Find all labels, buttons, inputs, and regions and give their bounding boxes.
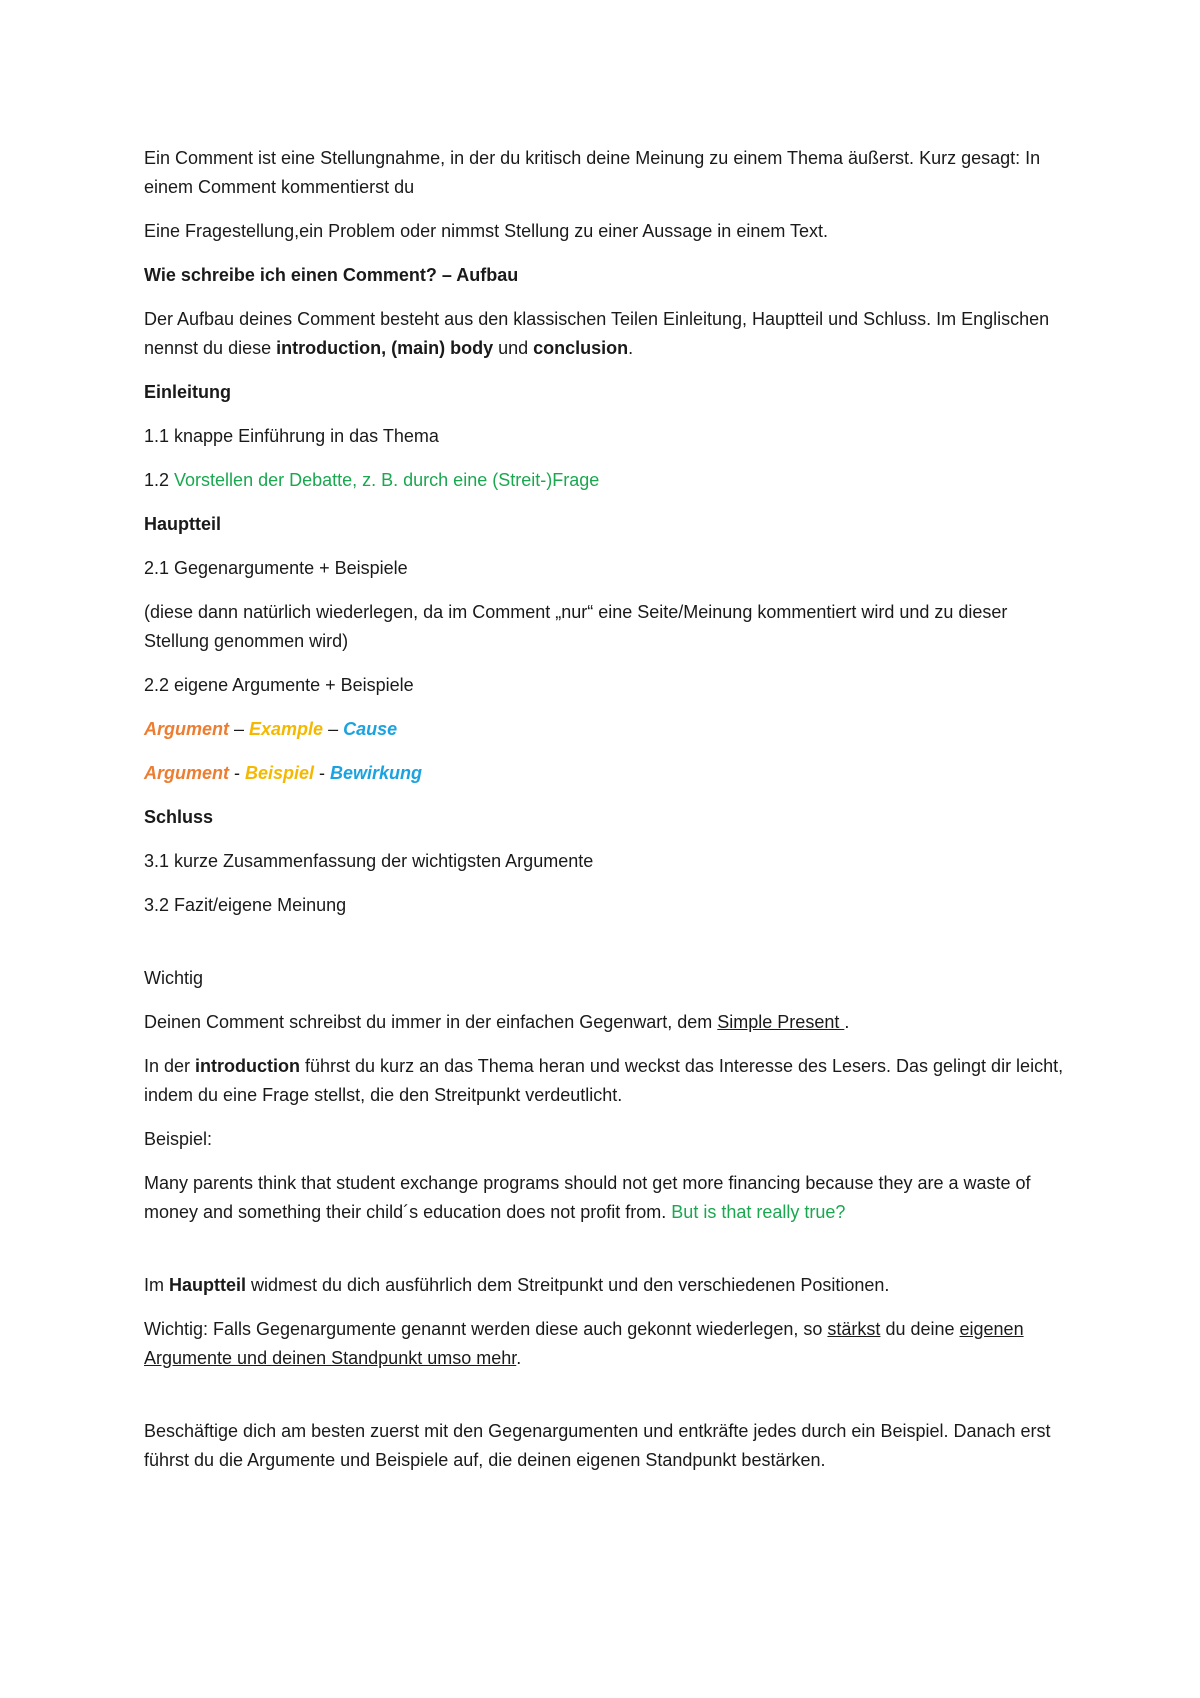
bewirkung-de: Bewirkung [330, 763, 423, 783]
sep-en-2: – [323, 719, 344, 739]
einleitung-item-2-text: Vorstellen der Debatte, z. B. durch eine (Streit-)Frage [174, 470, 600, 490]
wichtig-falls-paragraph [144, 1315, 1064, 1373]
schluss-item-1: 3.1 kurze Zusammenfassung der wichtigsten Argumente [144, 851, 594, 871]
schluss-heading: Schluss [144, 807, 214, 827]
einleitung-item-2-number: 1.2 [144, 470, 175, 490]
cause-en: Cause [343, 719, 398, 739]
wichtig-p1-start: Deinen Comment schreibst du immer in der einfachen Gegenwart, dem [144, 1012, 718, 1032]
aufbau-paragraph [144, 305, 1064, 363]
argument-line-english [144, 715, 1064, 744]
hauptteil-item-1: 2.1 Gegenargumente + Beispiele [144, 558, 408, 578]
aufbau-text-start: Der Aufbau deines Comment besteht aus den klassischen Teilen Einleitung, Hauptteil und Schluss. Im Englischen nennst du diese [144, 309, 1050, 358]
wichtig-paragraph-1 [144, 1008, 1064, 1037]
einleitung-heading: Einleitung [144, 382, 231, 402]
hauptteil-heading: Hauptteil [144, 514, 222, 534]
hauptteil-item-2: 2.2 eigene Argumente + Beispiele [144, 675, 414, 695]
sep-de-2: - [314, 763, 331, 783]
hauptteil-note: (diese dann natürlich wiederlegen, da im Comment „nur“ eine Seite/Meinung kommentiert wird und zu dieser Stellung genommen wird) [144, 602, 1008, 651]
aufbau-text-end: . [628, 338, 634, 358]
hauptteil-info-bold: Hauptteil [169, 1275, 247, 1295]
beispiel-label: Beispiel: [144, 1129, 213, 1149]
aufbau-bold-conclusion: conclusion [533, 338, 629, 358]
einleitung-item-2 [144, 466, 1064, 495]
document-body [144, 144, 1064, 1490]
hauptteil-info-start: Im [144, 1275, 169, 1295]
intro-paragraph-1: Ein Comment ist eine Stellungnahme, in der du kritisch deine Meinung zu einem Thema äußerst. Kurz gesagt: In einem Comment kommentierst du [144, 148, 1041, 197]
aufbau-heading: Wie schreibe ich einen Comment? – Aufbau [144, 265, 519, 285]
falls-end: . [516, 1348, 522, 1368]
wichtig-p2-bold: introduction [195, 1056, 301, 1076]
falls-underline-2: eigenen Argumente und deinen Standpunkt umso mehr [144, 1319, 1024, 1368]
simple-present-link[interactable]: Simple Present [717, 1012, 845, 1032]
example-paragraph [144, 1169, 1064, 1227]
aufbau-text-und: und [493, 338, 534, 358]
wichtig-p2-start: In der [144, 1056, 196, 1076]
intro-paragraph-2: Eine Fragestellung,ein Problem oder nimmst Stellung zu einer Aussage in einem Text. [144, 221, 829, 241]
wichtig-paragraph-2 [144, 1052, 1064, 1110]
schluss-item-2: 3.2 Fazit/eigene Meinung [144, 895, 347, 915]
example-en: Example [249, 719, 324, 739]
falls-mid: du deine [880, 1319, 960, 1339]
example-question: But is that really true? [671, 1202, 846, 1222]
closing-paragraph: Beschäftige dich am besten zuerst mit den Gegenargumenten und entkräfte jedes durch ein Beispiel. Danach erst führst du die Argumente und Beispiele auf, die deinen eigenen Standpunkt bestärken. [144, 1421, 1051, 1470]
wichtig-heading: Wichtig [144, 968, 204, 988]
falls-underline-1: stärkst [827, 1319, 881, 1339]
argument-line-german [144, 759, 1064, 788]
argument-en: Argument [144, 719, 229, 739]
hauptteil-info-paragraph [144, 1271, 1064, 1300]
einleitung-item-1: 1.1 knappe Einführung in das Thema [144, 426, 439, 446]
sep-de-1: - [229, 763, 245, 783]
sep-en-1: – [229, 719, 250, 739]
argument-de: Argument [144, 763, 229, 783]
beispiel-de: Beispiel [245, 763, 315, 783]
aufbau-bold-terms: introduction, (main) body [276, 338, 494, 358]
wichtig-p1-end: . [844, 1012, 850, 1032]
wichtig-p2-end: führst du kurz an das Thema heran und weckst das Interesse des Lesers. Das gelingt dir leicht, indem du eine Frage stellst, die den Streitpunkt verdeutlicht. [144, 1056, 1064, 1105]
example-text: Many parents think that student exchange programs should not get more financing because they are a waste of money and something their child´s education does not profit from. [144, 1173, 1031, 1222]
falls-start: Wichtig: Falls Gegenargumente genannt werden diese auch gekonnt wiederlegen, so [144, 1319, 828, 1339]
hauptteil-info-end: widmest du dich ausführlich dem Streitpunkt und den verschiedenen Positionen. [246, 1275, 890, 1295]
